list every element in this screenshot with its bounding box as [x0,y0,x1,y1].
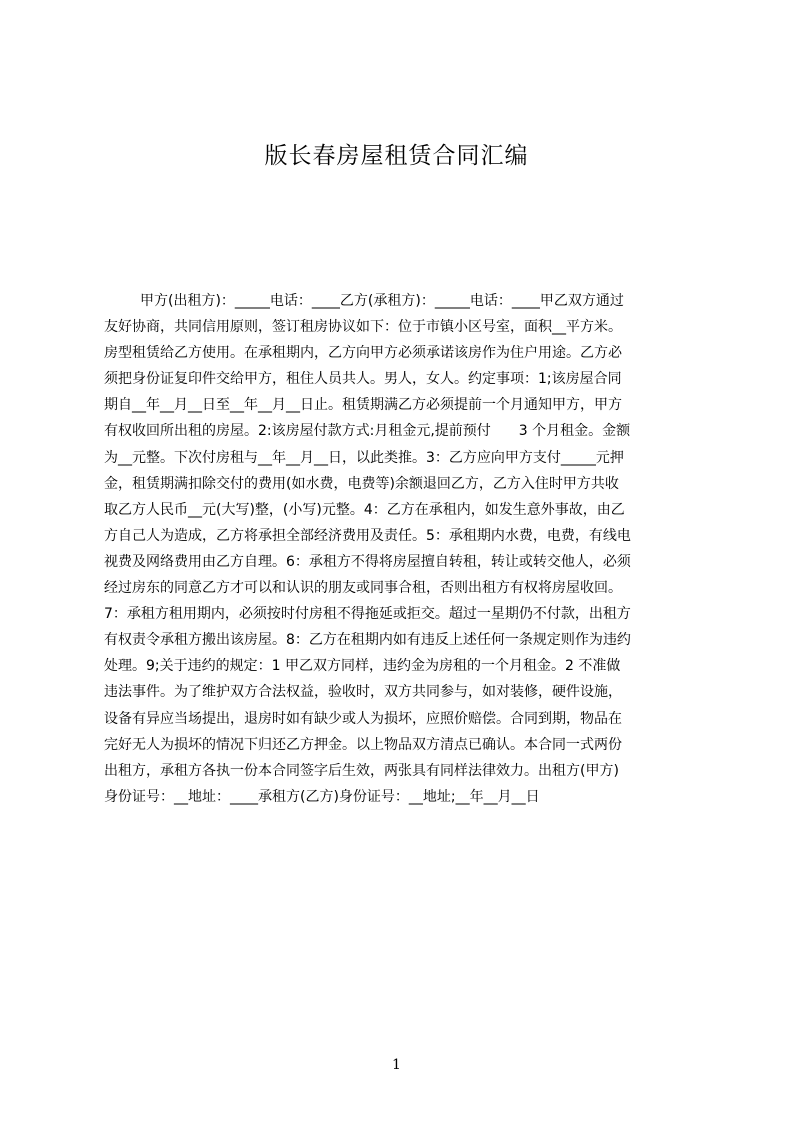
body-line: 房型租赁给乙方使用。在承租期内，乙方向甲方必须承诺该房作为住户用途。乙方必 [104,345,622,362]
body-line: 有权收回所出租的房屋。2:该房屋付款方式:月租金元,提前预付 3 个月租金。金额 [104,423,631,440]
body-line: 为__元整。下次付房租与__年__月__日，以此类推。3：乙方应向甲方支付_____元押 [104,449,624,466]
body-line: 金，租赁期满扣除交付的费用(如水费，电费等)余额退回乙方，乙方入住时甲方共收 [104,475,619,492]
body-line: 出租方，承租方各执一份本合同签字后生效，两张具有同样法律效力。出租方(甲方) [104,762,619,779]
body-line: 取乙方人民币__元(大写)整，(小写)元整。4：乙方在承租内，如发生意外事故，由乙 [104,501,625,518]
body-line: 甲方(出租方)：_____电话：____乙方(承租方)：_____电话：____甲乙双方通过 [140,293,624,309]
page-number: 1 [392,1057,401,1073]
document-title: 版长春房屋租赁合同汇编 [264,143,529,169]
body-line: 完好无人为损坏的情况下归还乙方押金。以上物品双方清点已确认。本合同一式两份 [104,736,622,753]
body-line: 友好协商，共同信用原则，签订租房协议如下：位于市镇小区号室，面积__平方米。 [104,319,622,336]
body-line: 经过房东的同意乙方才可以和认识的朋友或同事合租，否则出租方有权将房屋收回。 [104,580,622,597]
body-line: 须把身份证复印件交给甲方，租住人员共人。男人，女人。约定事项：1;该房屋合同 [104,371,622,388]
body-line: 有权责令承租方搬出该房屋。8：乙方在租期内如有违反上述任何一条规定则作为违约 [104,632,631,649]
body-line: 处理。9;关于违约的规定：1 甲乙双方同样，违约金为房租的一个月租金。2 不准做 [104,658,621,675]
body-line: 身份证号：__地址：____承租方(乙方)身份证号：__地址;__年__月__日 [104,788,540,805]
body-line: 设备有异应当场提出，退房时如有缺少或人为损坏，应照价赔偿。合同到期，物品在 [104,710,622,727]
body-line: 违法事件。为了维护双方合法权益，验收时，双方共同参与，如对装修，硬件设施， [104,684,622,701]
body-line: 期自__年__月__日至__年__月__日止。租赁期满乙方必须提前一个月通知甲方，甲方 [104,397,622,414]
body-line: 视费及网络费用由乙方自理。6：承租方不得将房屋擅自转租，转让或转交他人，必须 [104,553,631,570]
contract-body [104,288,697,828]
body-line: 方自己人为造成，乙方将承担全部经济费用及责任。5：承租期内水费，电费，有线电 [104,527,631,544]
body-line: 7：承租方租用期内，必须按时付房租不得拖延或拒交。超过一星期仍不付款，出租方 [104,606,631,623]
